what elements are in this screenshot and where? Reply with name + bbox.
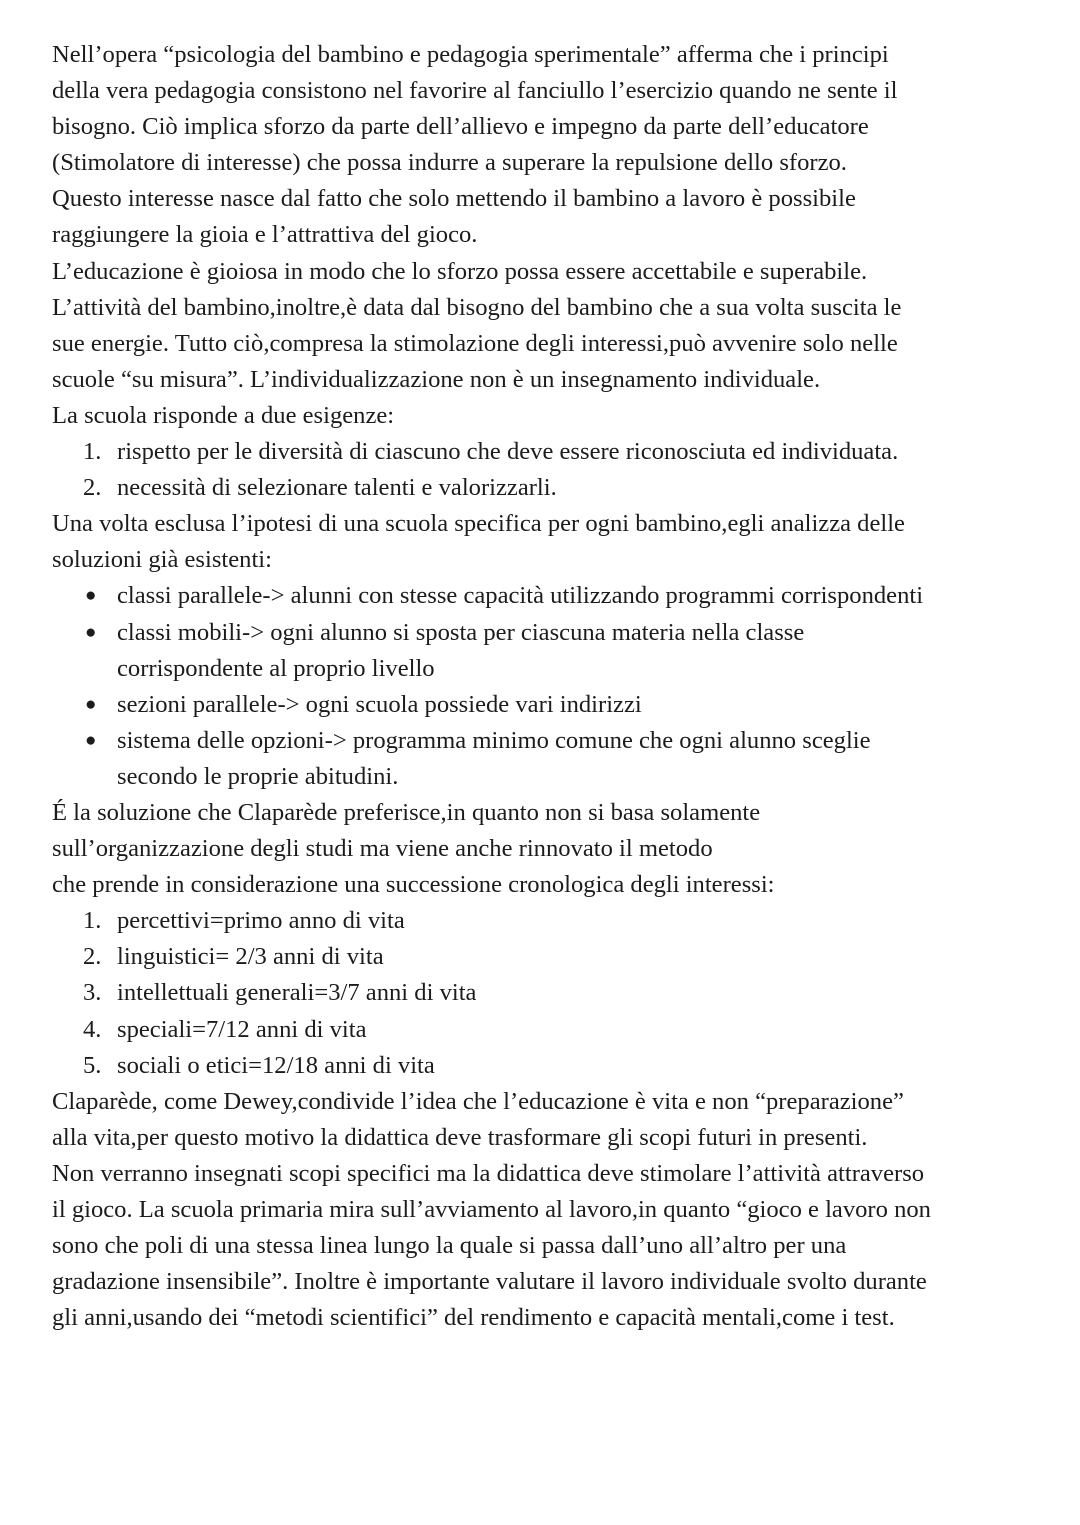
text-line: il gioco. La scuola primaria mira sull’avviamento al lavoro,in quanto “gioco e lavoro non [52,1196,931,1223]
list-item-text: linguistici= 2/3 anni di vita [117,943,384,971]
conclusion-paragraph [52,1084,1042,1337]
solutions-intro-paragraph [52,506,1042,578]
list-item [52,723,1042,795]
list-item [52,687,1042,723]
list-item [52,578,1042,614]
text-line: L’attività del bambino,inoltre,è data dal bisogno del bambino che a sua volta suscita le [52,293,902,321]
text-line: Nell’opera “psicologia del bambino e pedagogia sperimentale” afferma che i principi [52,41,889,68]
list-item-text: necessità di selezionare talenti e valorizzarli. [117,474,557,502]
text-line: gli anni,usando dei “metodi scientifici” del rendimento e capacità mentali,come i test. [52,1304,895,1332]
list-number: 3. [83,979,102,1007]
list-item-text: speciali=7/12 anni di vita [117,1015,367,1043]
text-line: sull’organizzazione degli studi ma viene anche rinnovato il metodo [52,835,713,863]
bullet-icon: ● [85,693,97,715]
list-item [52,1012,1042,1048]
text-line: L’educazione è gioiosa in modo che lo sforzo possa essere accettabile e superabile. [52,257,868,285]
text-line: (Stimolatore di interesse) che possa indurre a superare la repulsione dello sforzo. [52,149,847,177]
text-line: La scuola risponde a due esigenze: [52,401,395,429]
list-item [52,903,1042,939]
text-line: alla vita,per questo motivo la didattica deve trasformare gli scopi futuri in presenti. [52,1123,868,1151]
document-page [52,37,1042,1336]
text-line: gradazione insensibile”. Inoltre è importante valutare il lavoro individuale svolto durante [52,1268,927,1296]
bullet-icon: ● [85,585,97,607]
list-item [52,470,1042,506]
list-item-text: rispetto per le diversità di ciascuno che deve essere riconosciuta ed individuata. [117,438,899,466]
list-item-text: intellettuali generali=3/7 anni di vita [117,979,477,1007]
solutions-bullet-list [52,578,1042,795]
list-item-text: corrispondente al proprio livello [117,654,435,682]
list-number: 5. [83,1051,102,1079]
intro-paragraph [52,37,1042,434]
bullet-icon: ● [85,621,97,643]
list-item-text: sistema delle opzioni-> programma minimo comune che ogni alunno sceglie [117,726,871,754]
text-line: della vera pedagogia consistono nel favorire al fanciullo l’esercizio quando ne sente il [52,77,898,105]
text-line: Non verranno insegnati scopi specifici ma la didattica deve stimolare l’attività attraverso [52,1159,925,1187]
text-line: soluzioni già esistenti: [52,546,272,574]
text-line: che prende in considerazione una successione cronologica degli interessi: [52,871,775,899]
list-item-text: percettivi=primo anno di vita [117,907,405,935]
text-line: sono che poli di una stessa linea lungo la quale si passa dall’uno all’altro per una [52,1232,847,1260]
list-number: 2. [83,943,102,971]
preference-paragraph [52,795,1042,903]
list-item-text: secondo le proprie abitudini. [117,762,399,790]
list-item [52,975,1042,1011]
list-number: 1. [83,907,102,935]
list-item-text: sociali o etici=12/18 anni di vita [117,1051,435,1079]
needs-numbered-list [52,434,1042,506]
bullet-icon: ● [85,729,97,751]
text-line: raggiungere la gioia e l’attrattiva del gioco. [52,221,478,249]
list-item [52,615,1042,687]
list-number: 1. [83,438,102,466]
list-item [52,434,1042,470]
text-line: scuole “su misura”. L’individualizzazione non è un insegnamento individuale. [52,365,821,393]
list-item-text: classi mobili-> ogni alunno si sposta per ciascuna materia nella classe [117,618,805,646]
text-line: Claparède, come Dewey,condivide l’idea che l’educazione è vita e non “preparazione” [52,1087,904,1115]
list-item [52,1048,1042,1084]
list-item-text: sezioni parallele-> ogni scuola possiede vari indirizzi [117,690,642,718]
text-line: É la soluzione che Claparède preferisce,in quanto non si basa solamente [52,798,761,826]
text-line: Questo interesse nasce dal fatto che solo mettendo il bambino a lavoro è possibile [52,185,856,213]
list-number: 4. [83,1015,102,1043]
list-item [52,939,1042,975]
interests-numbered-list [52,903,1042,1083]
text-line: sue energie. Tutto ciò,compresa la stimolazione degli interessi,può avvenire solo nelle [52,329,898,357]
list-number: 2. [83,474,102,502]
list-item-text: classi parallele-> alunni con stesse capacità utilizzando programmi corrispondenti [117,582,924,610]
text-line: Una volta esclusa l’ipotesi di una scuola specifica per ogni bambino,egli analizza delle [52,510,905,538]
text-line: bisogno. Ciò implica sforzo da parte dell’allievo e impegno da parte dell’educatore [52,113,869,141]
